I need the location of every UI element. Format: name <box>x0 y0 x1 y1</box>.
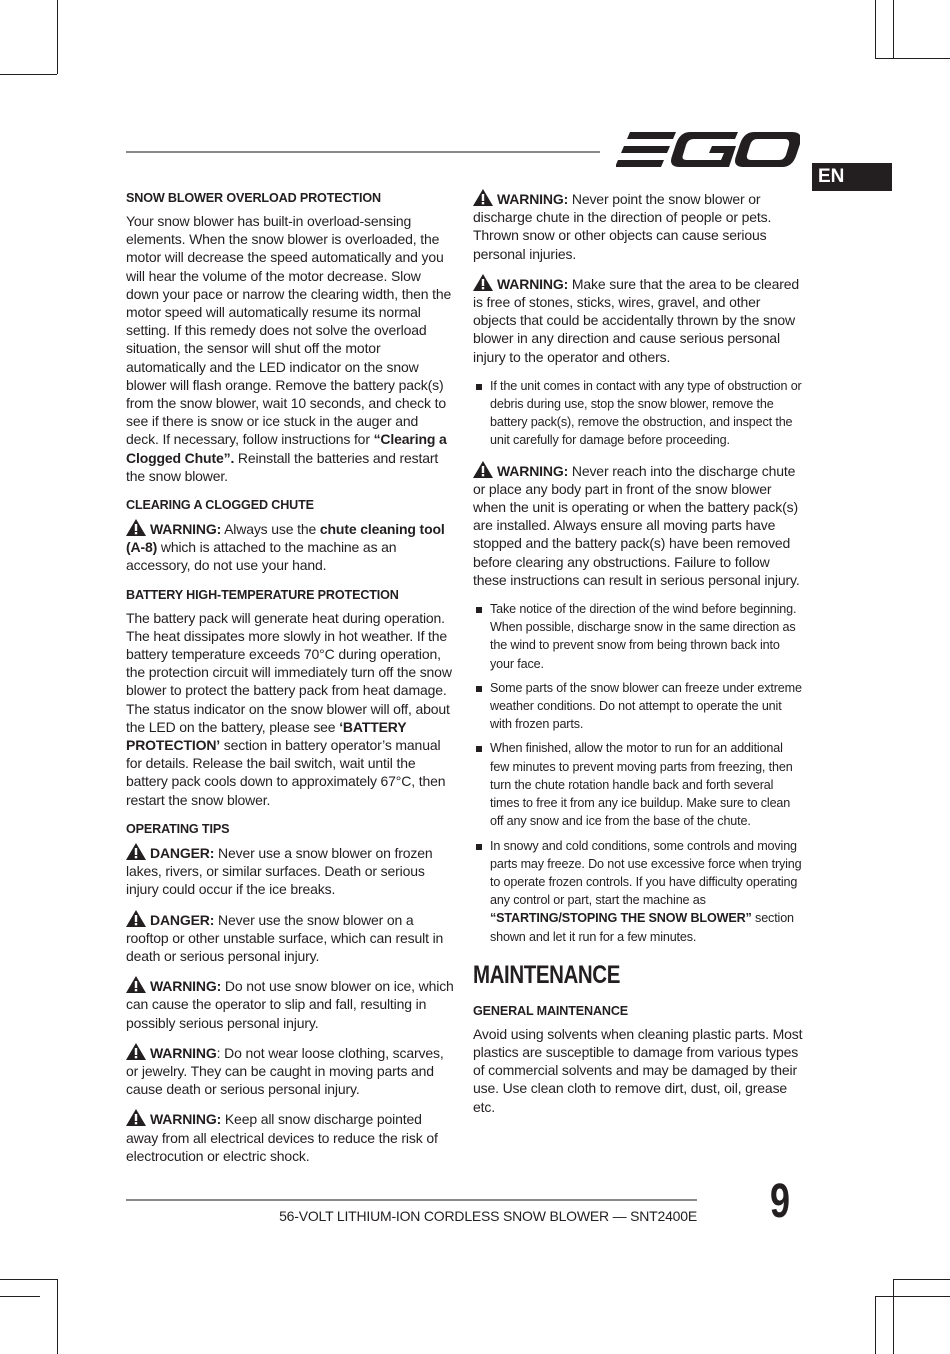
bullet-icon <box>476 686 482 692</box>
obstruction-list <box>473 377 803 450</box>
bullet-icon <box>476 746 482 752</box>
warning-icon <box>126 1043 146 1060</box>
crop-mark <box>875 0 876 58</box>
general-maintenance-heading: GENERAL MAINTENANCE <box>473 1003 629 1018</box>
crop-mark <box>893 1279 950 1280</box>
crop-mark <box>0 1296 40 1297</box>
ego-logo <box>616 128 800 172</box>
bullet-icon <box>476 607 482 613</box>
bullet-icon <box>476 844 482 850</box>
warning-point-chute: WARNING: Never point the snow blower or discharge chute in the direction of people or pets. Thrown snow or other objects can cause serious personal injuries. <box>473 191 772 262</box>
general-maintenance-text: Avoid using solvents when cleaning plastic parts. Most plastics are susceptible to damage from various types of commercial solvents and may be damaged by their use. Use clean cloth to remove dirt, dust, oil, grease etc. <box>473 1025 803 1115</box>
left-column <box>126 189 454 1176</box>
crop-mark <box>57 0 58 74</box>
list-item: When finished, allow the motor to run for an additional few minutes to prevent moving parts from freezing, then turn the chute rotation handle back and forth several times to free it from any ice buildup. Make sure to clean off any snow and ice from the base of the chute. <box>473 739 803 830</box>
crop-mark <box>0 1279 57 1280</box>
crop-mark <box>875 1296 876 1354</box>
crop-mark <box>57 1279 58 1354</box>
crop-mark <box>893 1279 894 1354</box>
overload-paragraph: Your snow blower has built-in overload-sensing elements. When the snow blower is overloaded, the motor will decrease the speed automatically and you will hear the volume of the motor decrease. Slow down your pace or narrow the clearing width, then the motor speed will automatically resume its normal setting. If this remedy does not solve the overload situation, the sensor will shut off the motor automatically and the LED indicator on the snow blower will flash orange. Remove the battery pack(s) from the snow blower, wait 10 seconds, and check to see if there is snow or ice stuck in the auger and deck. If necessary, follow instructions for “Clearing a Clogged Chute”. Reinstall the batteries and restart the snow blower. <box>126 213 452 484</box>
danger-frozen-lakes: DANGER: Never use a snow blower on frozen lakes, rivers, or similar surfaces. Death or serious injury could occur if the ice breaks. <box>126 844 433 898</box>
warning-icon <box>126 1109 146 1126</box>
maintenance-title: MAINTENANCE <box>473 960 620 989</box>
warning-electrical: WARNING: Keep all snow discharge pointed away from all electrical devices to reduce the risk of electrocution or electric shock. <box>126 1111 438 1164</box>
footer-title: 56-VOLT LITHIUM-ION CORDLESS SNOW BLOWER — SNT2400E <box>279 1208 697 1224</box>
footer-rule <box>126 1199 697 1201</box>
language-tab: EN <box>812 163 892 191</box>
header-rule <box>126 151 600 153</box>
crop-mark <box>875 1296 950 1297</box>
battery-paragraph: The battery pack will generate heat during operation. The heat dissipates more slowly in hot weather. If the battery temperature exceeds 70°C during operation, the protection circuit will immediately turn off the snow blower to protect the battery pack from heat damage. The status indicator on the snow blower will off, about the LED on the battery, please see ‘BATTERY PROTECTION’ section in battery operator’s manual for details. Release the bail switch, wait until the battery pack cools down to approximately 67°C, then restart the snow blower. <box>126 609 452 808</box>
right-column <box>473 189 803 1127</box>
warning-icon <box>126 976 146 993</box>
chute-heading: CLEARING A CLOGGED CHUTE <box>126 498 314 513</box>
battery-heading: BATTERY HIGH-TEMPERATURE PROTECTION <box>126 587 399 602</box>
warning-loose-clothing: WARNING: Do not wear loose clothing, scarves, or jewelry. They can be caught in moving parts and cause death or serious personal injury. <box>126 1044 444 1098</box>
crop-mark <box>893 58 950 59</box>
warning-ice: WARNING: Do not use snow blower on ice, which can cause the operator to slip and fall, resulting in possibly serious personal injury. <box>126 978 454 1031</box>
list-item: In snowy and cold conditions, some controls and moving parts may freeze. Do not use excessive force when trying to operate frozen controls. If you have difficulty operating any control or part, start the machine as “STARTING/STOPING THE SNOW BLOWER” section shown and let it run for a few minutes. <box>473 837 803 946</box>
tips-heading: OPERATING TIPS <box>126 821 230 836</box>
chute-warning: WARNING: Always use the chute cleaning tool (A-8) which is attached to the machine as an accessory, do not use your hand. <box>126 521 445 574</box>
page-number: 9 <box>770 1175 791 1228</box>
warning-icon <box>126 519 146 536</box>
crop-mark <box>875 58 893 59</box>
warning-reach-chute: WARNING: Never reach into the discharge chute or place any body part in front of the snow blower when the unit is operating or when the battery pack(s) are installed. Always ensure all moving parts have stopped and the battery pack(s) have been removed before clearing any obstructions. Failure to follow these instructions can result in serious personal injury. <box>473 462 800 588</box>
warning-clear-area: WARNING: Make sure that the area to be cleared is free of stones, sticks, wires, gravel, and other objects that could be accidentally thrown by the snow blower in any direction and cause serious personal injury to the operator and others. <box>473 275 800 365</box>
warning-icon <box>126 910 146 927</box>
list-item: Take notice of the direction of the wind before beginning. When possible, discharge snow in the same direction as the wind to prevent snow from being thrown back into your face. <box>473 600 803 673</box>
crop-mark <box>0 74 57 75</box>
warning-icon <box>473 274 493 291</box>
overload-heading: SNOW BLOWER OVERLOAD PROTECTION <box>126 191 381 205</box>
tips-list <box>473 600 803 946</box>
warning-icon <box>473 461 493 478</box>
crop-mark <box>893 0 894 58</box>
bullet-icon <box>476 384 482 390</box>
list-item: If the unit comes in contact with any type of obstruction or debris during use, stop the snow blower, remove the battery pack(s), remove the obstruction, and inspect the unit carefully for damage before proceeding. <box>473 377 803 450</box>
warning-icon <box>473 189 493 206</box>
warning-icon <box>126 843 146 860</box>
clearing-chute-link: “Clearing a Clogged Chute”. <box>126 431 447 466</box>
list-item: Some parts of the snow blower can freeze under extreme weather conditions. Do not attempt to operate the unit with frozen parts. <box>473 679 803 734</box>
danger-rooftop: DANGER: Never use the snow blower on a rooftop or other unstable surface, which can result in death or serious personal injury. <box>126 911 444 964</box>
